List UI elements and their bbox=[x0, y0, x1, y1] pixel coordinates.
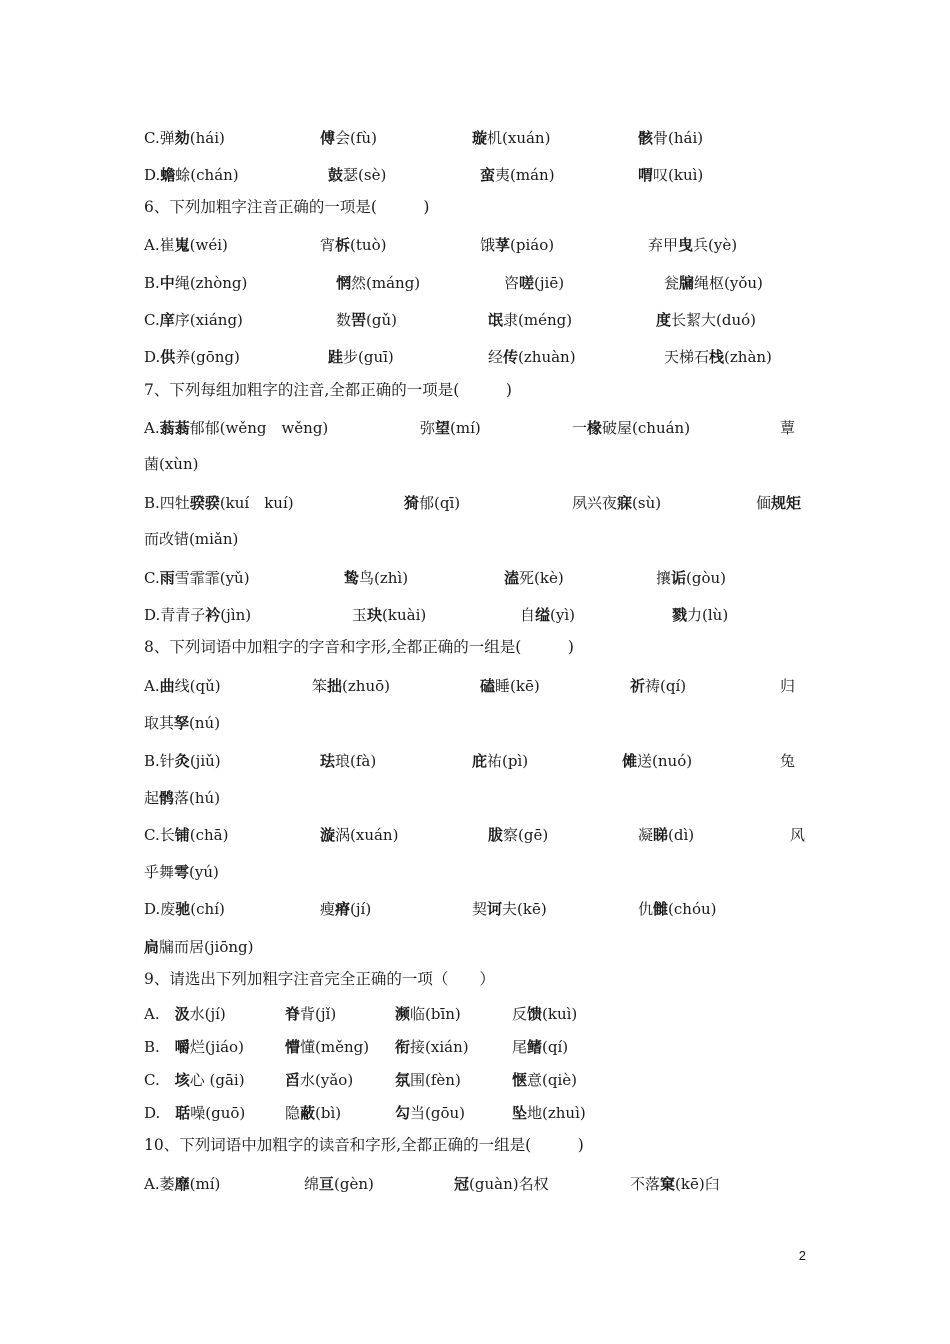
text-run: (nú) bbox=[189, 714, 221, 732]
q9-option-a-item-2 bbox=[285, 1003, 336, 1024]
q5-option-c-item-4 bbox=[638, 127, 703, 148]
text-run: 序(xiáng) bbox=[174, 311, 243, 329]
q7-option-c-item-4 bbox=[656, 567, 726, 588]
q10-option-a-item-2 bbox=[304, 1173, 374, 1194]
text-run: 兵(yè) bbox=[693, 236, 738, 254]
bold-char: 垓 bbox=[174, 1071, 190, 1089]
bold-char: 坠 bbox=[512, 1104, 528, 1122]
q6-option-d-item-2 bbox=[328, 346, 394, 367]
q8-option-d-continued-item-1 bbox=[144, 936, 253, 957]
text-run: (yì) bbox=[550, 606, 576, 624]
text-run: 送(nuó) bbox=[637, 752, 693, 770]
text-run: (kuì) bbox=[542, 1005, 578, 1023]
bold-char: 雠 bbox=[653, 900, 669, 918]
text-run: 蕈 bbox=[780, 419, 796, 437]
q8-option-c-continued-item-1 bbox=[144, 861, 219, 882]
text-run: 临(bīn) bbox=[410, 1005, 461, 1023]
q8-option-a-continued-item-1 bbox=[144, 712, 220, 733]
q6-option-b-item-4 bbox=[664, 272, 763, 293]
q6-option-b-item-2 bbox=[336, 272, 420, 293]
text-run: 养(gōng) bbox=[175, 348, 240, 366]
text-run: 瑟(sè) bbox=[343, 166, 387, 184]
text-run: 牖而居(jiōng) bbox=[159, 938, 254, 956]
text-run: 兔 bbox=[780, 752, 796, 770]
question-6-title: 6、下列加粗字注音正确的一项是( ) bbox=[144, 198, 430, 216]
text-run: (jìn) bbox=[220, 606, 252, 624]
q7-option-b-item-4 bbox=[756, 492, 801, 513]
q8-option-b-continued-item-1 bbox=[144, 787, 220, 808]
bold-char: 跬 bbox=[328, 348, 344, 366]
bold-char: 曲 bbox=[159, 677, 175, 695]
q7-option-a-item-4 bbox=[780, 417, 795, 438]
text-run: (mí) bbox=[450, 419, 481, 437]
text-run: 鸟(zhì) bbox=[359, 569, 409, 587]
text-run: (gèn) bbox=[334, 1175, 374, 1193]
bold-char: 蟾 bbox=[160, 166, 176, 184]
text-run: C.弹 bbox=[144, 129, 175, 147]
text-run: 隶(méng) bbox=[503, 311, 573, 329]
q8-option-b-item-4 bbox=[622, 750, 692, 771]
text-run: 接(xián) bbox=[410, 1038, 469, 1056]
text-run: 瓮 bbox=[664, 274, 680, 292]
text-run: 水(jí) bbox=[189, 1005, 226, 1023]
text-run: B.针 bbox=[144, 752, 175, 770]
q7-option-d-item-3 bbox=[520, 604, 575, 625]
bold-char: 椽 bbox=[587, 419, 603, 437]
q8-option-c-item-5 bbox=[790, 824, 805, 845]
text-run: 蜍(chán) bbox=[175, 166, 239, 184]
q9-option-a-item-1 bbox=[144, 1003, 226, 1024]
bold-char: 玦 bbox=[367, 606, 383, 624]
q6-option-d-item-3 bbox=[488, 346, 576, 367]
bold-char: 馈 bbox=[527, 1005, 543, 1023]
bold-char: 望 bbox=[435, 419, 451, 437]
text-run: 宵 bbox=[320, 236, 336, 254]
page-number: 2 bbox=[798, 1248, 806, 1263]
text-run: 死(kè) bbox=[519, 569, 564, 587]
q6-option-b-item-1 bbox=[144, 272, 247, 293]
text-run: 归 bbox=[780, 677, 796, 695]
text-run: (kuài) bbox=[382, 606, 427, 624]
text-run: 绳(zhòng) bbox=[174, 274, 248, 292]
q6-option-c-item-3 bbox=[488, 309, 572, 330]
text-run: 会(fù) bbox=[335, 129, 377, 147]
q10-option-a-item-3 bbox=[454, 1173, 549, 1194]
bold-char: 灸 bbox=[174, 752, 190, 770]
q9-option-c-item-2 bbox=[285, 1069, 353, 1090]
bold-char: 庇 bbox=[472, 752, 488, 770]
text-run: 然(máng) bbox=[351, 274, 421, 292]
q8-option-d-item-2 bbox=[320, 898, 371, 919]
text-run: 经 bbox=[488, 348, 504, 366]
q9-option-d-item-4 bbox=[512, 1102, 586, 1123]
text-run: 不落 bbox=[630, 1175, 661, 1193]
text-run: 落(hú) bbox=[174, 789, 221, 807]
text-run: 笨 bbox=[312, 677, 328, 695]
text-run: 夙兴夜 bbox=[572, 494, 618, 512]
text-run: 祐(pì) bbox=[487, 752, 529, 770]
q6-option-a-item-1 bbox=[144, 234, 228, 255]
bold-char: 蓊蓊 bbox=[159, 419, 190, 437]
bold-char: 栈 bbox=[709, 348, 725, 366]
bold-char: 嚼 bbox=[174, 1038, 190, 1056]
text-run: 懂(měng) bbox=[300, 1038, 370, 1056]
bold-char: 濒 bbox=[395, 1005, 411, 1023]
q5-option-c-item-1 bbox=[144, 127, 225, 148]
bold-char: 驰 bbox=[175, 900, 191, 918]
text-run: 当(gōu) bbox=[410, 1104, 466, 1122]
q6-option-b-item-3 bbox=[504, 272, 564, 293]
q6-option-c-item-2 bbox=[336, 309, 397, 330]
text-run: D.废 bbox=[144, 900, 176, 918]
text-run: (guàn)名权 bbox=[469, 1175, 549, 1193]
bold-char: 漩 bbox=[320, 826, 336, 844]
bold-char: 傅 bbox=[320, 129, 336, 147]
q9-option-b-item-1 bbox=[144, 1036, 244, 1057]
text-run: 雪霏霏(yǔ) bbox=[174, 569, 250, 587]
q8-option-a-item-1 bbox=[144, 675, 221, 696]
q9-option-d-item-1 bbox=[144, 1102, 245, 1123]
q8-option-a-item-5 bbox=[780, 675, 795, 696]
q7-option-c-item-3 bbox=[504, 567, 564, 588]
bold-char: 祈 bbox=[630, 677, 646, 695]
question-8-title: 8、下列词语中加粗字的字音和字形,全都正确的一组是( ) bbox=[144, 638, 574, 656]
bold-char: 氓 bbox=[488, 311, 504, 329]
bold-char: 供 bbox=[160, 348, 176, 366]
bold-char: 骙骙 bbox=[189, 494, 220, 512]
text-run: 取其 bbox=[144, 714, 175, 732]
bold-char: 嗟 bbox=[519, 274, 535, 292]
text-run: (gòu) bbox=[686, 569, 727, 587]
bold-char: 扃 bbox=[144, 938, 160, 956]
q7-option-c-item-1 bbox=[144, 567, 250, 588]
q8-option-b-item-1 bbox=[144, 750, 221, 771]
q8-option-d-item-4 bbox=[638, 898, 717, 919]
text-run: 夷(mán) bbox=[495, 166, 555, 184]
text-run: 玉 bbox=[352, 606, 368, 624]
q8-option-c-item-3 bbox=[488, 824, 548, 845]
question-10-title: 10、下列词语中加粗字的读音和字形,全都正确的一组是( ) bbox=[144, 1136, 584, 1154]
text-run: (chí) bbox=[190, 900, 225, 918]
text-run: 天梯石 bbox=[664, 348, 710, 366]
bold-char: 惘 bbox=[336, 274, 352, 292]
text-run: 偭 bbox=[756, 494, 772, 512]
text-run: (yú) bbox=[189, 863, 219, 881]
text-run: 数 bbox=[336, 311, 352, 329]
text-run: 自 bbox=[520, 606, 536, 624]
bold-char: 牖 bbox=[679, 274, 695, 292]
bold-char: 睇 bbox=[653, 826, 669, 844]
text-run: 祷(qí) bbox=[645, 677, 687, 695]
q10-option-a-item-1 bbox=[144, 1173, 220, 1194]
bold-char: 拙 bbox=[327, 677, 343, 695]
q6-option-c-item-4 bbox=[656, 309, 756, 330]
q5-option-d-item-1 bbox=[144, 164, 239, 185]
text-run: 隐 bbox=[285, 1104, 301, 1122]
bold-char: 雨 bbox=[159, 569, 175, 587]
q7-option-b-continued: 而改错(miǎn) bbox=[144, 530, 239, 548]
text-run: C. bbox=[144, 311, 160, 329]
text-run: 绳枢(yǒu) bbox=[694, 274, 763, 292]
text-run: 线(qǔ) bbox=[174, 677, 221, 695]
q7-option-d-item-1 bbox=[144, 604, 251, 625]
bold-char: 鼓 bbox=[328, 166, 344, 184]
text-run: 心 (gāi) bbox=[189, 1071, 245, 1089]
bold-char: 靡 bbox=[174, 1175, 190, 1193]
text-run: 尾 bbox=[512, 1038, 528, 1056]
bold-char: 氛 bbox=[395, 1071, 411, 1089]
q6-option-a-item-3 bbox=[480, 234, 554, 255]
q6-option-c-item-1 bbox=[144, 309, 243, 330]
text-run: (chóu) bbox=[668, 900, 717, 918]
bold-char: 铺 bbox=[174, 826, 190, 844]
q9-option-c-item-4 bbox=[512, 1069, 577, 1090]
text-run: (tuò) bbox=[350, 236, 387, 254]
q7-option-a-item-1 bbox=[144, 417, 328, 438]
bold-char: 度 bbox=[656, 311, 672, 329]
q8-option-c-item-2 bbox=[320, 824, 398, 845]
bold-char: 庠 bbox=[159, 311, 175, 329]
bold-char: 鹘 bbox=[159, 789, 175, 807]
text-run: 绵 bbox=[304, 1175, 320, 1193]
q9-option-b-item-3 bbox=[395, 1036, 469, 1057]
text-run: (piáo) bbox=[510, 236, 555, 254]
bold-char: 衔 bbox=[395, 1038, 411, 1056]
text-run: 风 bbox=[790, 826, 806, 844]
q6-option-d-item-1 bbox=[144, 346, 240, 367]
text-run: 睡(kē) bbox=[495, 677, 540, 695]
bold-char: 规矩 bbox=[771, 494, 802, 512]
bold-char: 脊 bbox=[285, 1005, 301, 1023]
text-run: 郁(qī) bbox=[419, 494, 461, 512]
text-run: 琅(fà) bbox=[335, 752, 377, 770]
text-run: C. bbox=[144, 569, 160, 587]
q8-option-b-item-3 bbox=[472, 750, 528, 771]
text-run: (zhuàn) bbox=[518, 348, 576, 366]
q5-option-c-item-2 bbox=[320, 127, 377, 148]
text-run: (hái) bbox=[189, 129, 225, 147]
bold-char: 孥 bbox=[174, 714, 190, 732]
bold-char: 傩 bbox=[622, 752, 638, 770]
text-run: 叹(kuì) bbox=[653, 166, 704, 184]
text-run: (dì) bbox=[668, 826, 695, 844]
bold-char: 诟 bbox=[671, 569, 687, 587]
text-run: 起 bbox=[144, 789, 160, 807]
bold-char: 寐 bbox=[617, 494, 633, 512]
q7-option-b-item-1 bbox=[144, 492, 294, 513]
text-run: 机(xuán) bbox=[487, 129, 551, 147]
question-9-title: 9、请选出下列加粗字注音完全正确的一项（ ） bbox=[144, 970, 495, 988]
bold-char: 缢 bbox=[535, 606, 551, 624]
text-run: (kuí kuí) bbox=[219, 494, 294, 512]
bold-char: 戮 bbox=[672, 606, 688, 624]
bold-char: 喟 bbox=[638, 166, 654, 184]
bold-char: 勾 bbox=[395, 1104, 411, 1122]
text-run: A.崔 bbox=[144, 236, 175, 254]
bold-char: 劾 bbox=[174, 129, 190, 147]
q7-option-c-item-2 bbox=[344, 567, 408, 588]
bold-char: 雩 bbox=[174, 863, 190, 881]
text-run: D. bbox=[144, 166, 161, 184]
q8-option-d-item-3 bbox=[472, 898, 547, 919]
text-run: 凝 bbox=[638, 826, 654, 844]
text-run: (gǔ) bbox=[366, 311, 397, 329]
bold-char: 柝 bbox=[335, 236, 351, 254]
text-run: 察(gē) bbox=[503, 826, 549, 844]
text-run: 咨 bbox=[504, 274, 520, 292]
bold-char: 鸷 bbox=[344, 569, 360, 587]
text-run: (chā) bbox=[189, 826, 229, 844]
text-run: 弃甲 bbox=[648, 236, 679, 254]
q9-option-c-item-1 bbox=[144, 1069, 245, 1090]
q7-option-b-item-2 bbox=[404, 492, 460, 513]
bold-char: 懵 bbox=[285, 1038, 301, 1056]
q6-option-a-item-4 bbox=[648, 234, 737, 255]
text-run: 背(jǐ) bbox=[300, 1005, 337, 1023]
bold-char: 胈 bbox=[488, 826, 504, 844]
bold-char: 舀 bbox=[285, 1071, 301, 1089]
text-run: 长絜大(duó) bbox=[671, 311, 757, 329]
q8-option-c-item-1 bbox=[144, 824, 228, 845]
text-run: 涡(xuán) bbox=[335, 826, 399, 844]
text-run: B.四牡 bbox=[144, 494, 190, 512]
text-run: 破屋(chuán) bbox=[602, 419, 691, 437]
bold-char: 曳 bbox=[678, 236, 694, 254]
bold-char: 瘠 bbox=[335, 900, 351, 918]
text-run: 夫(kē) bbox=[502, 900, 547, 918]
text-run: 契 bbox=[472, 900, 488, 918]
text-run: D. bbox=[144, 1104, 176, 1122]
q7-option-a-item-3 bbox=[572, 417, 690, 438]
text-run: (sù) bbox=[632, 494, 662, 512]
text-run: (bì) bbox=[315, 1104, 342, 1122]
text-run: 围(fèn) bbox=[410, 1071, 461, 1089]
text-run: C. bbox=[144, 1071, 175, 1089]
q8-option-b-item-5 bbox=[780, 750, 795, 771]
question-7-title: 7、下列每组加粗字的注音,全都正确的一项是( ) bbox=[144, 381, 512, 399]
bold-char: 鳍 bbox=[527, 1038, 543, 1056]
text-run: B. bbox=[144, 1038, 175, 1056]
text-run: 郁郁(wěng wěng) bbox=[189, 419, 329, 437]
text-run: (zhuō) bbox=[342, 677, 390, 695]
text-run: A. bbox=[144, 419, 160, 437]
bold-char: 罟 bbox=[351, 311, 367, 329]
text-run: (zhàn) bbox=[724, 348, 772, 366]
text-run: 噪(guō) bbox=[190, 1104, 246, 1122]
q9-option-b-item-4 bbox=[512, 1036, 568, 1057]
bold-char: 蛮 bbox=[480, 166, 496, 184]
bold-char: 珐 bbox=[320, 752, 336, 770]
q9-option-d-item-2 bbox=[285, 1102, 341, 1123]
q7-option-a-continued: 菌(xùn) bbox=[144, 455, 199, 473]
text-run: 步(guī) bbox=[343, 348, 394, 366]
bold-char: 蔽 bbox=[300, 1104, 316, 1122]
text-run: B. bbox=[144, 274, 160, 292]
text-run: (jiē) bbox=[534, 274, 565, 292]
bold-char: 骸 bbox=[638, 129, 654, 147]
text-run: 饿 bbox=[480, 236, 496, 254]
bold-char: 传 bbox=[503, 348, 519, 366]
q9-option-a-item-3 bbox=[395, 1003, 461, 1024]
text-run: A.萎 bbox=[144, 1175, 175, 1193]
text-run: 力(lù) bbox=[687, 606, 729, 624]
text-run: (qí) bbox=[542, 1038, 569, 1056]
q9-option-d-item-3 bbox=[395, 1102, 465, 1123]
q5-option-c-item-3 bbox=[472, 127, 550, 148]
bold-char: 磕 bbox=[480, 677, 496, 695]
bold-char: 猗 bbox=[404, 494, 420, 512]
bold-char: 惬 bbox=[512, 1071, 528, 1089]
q8-option-d-item-1 bbox=[144, 898, 225, 919]
bold-char: 汲 bbox=[174, 1005, 190, 1023]
text-run: 仇 bbox=[638, 900, 654, 918]
text-run: 乎舞 bbox=[144, 863, 175, 881]
text-run: 弥 bbox=[420, 419, 436, 437]
q5-option-d-item-2 bbox=[328, 164, 386, 185]
q6-option-d-item-4 bbox=[664, 346, 772, 367]
text-run: (jí) bbox=[350, 900, 372, 918]
q9-option-c-item-3 bbox=[395, 1069, 461, 1090]
q7-option-d-item-2 bbox=[352, 604, 426, 625]
q8-option-c-item-4 bbox=[638, 824, 694, 845]
text-run: 意(qiè) bbox=[527, 1071, 577, 1089]
text-run: 瘦 bbox=[320, 900, 336, 918]
text-run: A. bbox=[144, 677, 160, 695]
text-run: 骨(hái) bbox=[653, 129, 704, 147]
q5-option-d-item-3 bbox=[480, 164, 555, 185]
text-run: 地(zhuì) bbox=[527, 1104, 586, 1122]
text-run: C.长 bbox=[144, 826, 175, 844]
text-run: D.青青子 bbox=[144, 606, 206, 624]
q9-option-b-item-2 bbox=[285, 1036, 369, 1057]
q8-option-a-item-2 bbox=[312, 675, 390, 696]
q7-option-a-item-2 bbox=[420, 417, 481, 438]
bold-char: 冠 bbox=[454, 1175, 470, 1193]
bold-char: 嵬 bbox=[174, 236, 190, 254]
q10-option-a-item-4 bbox=[630, 1173, 720, 1194]
text-run: (kē)臼 bbox=[675, 1175, 720, 1193]
bold-char: 窠 bbox=[660, 1175, 676, 1193]
bold-char: 亘 bbox=[319, 1175, 335, 1193]
bold-char: 溘 bbox=[504, 569, 520, 587]
bold-char: 聒 bbox=[175, 1104, 191, 1122]
q9-option-a-item-4 bbox=[512, 1003, 577, 1024]
q8-option-a-item-3 bbox=[480, 675, 540, 696]
text-run: 攘 bbox=[656, 569, 672, 587]
q7-option-d-item-4 bbox=[672, 604, 728, 625]
text-run: (mí) bbox=[189, 1175, 221, 1193]
text-run: 水(yǎo) bbox=[300, 1071, 354, 1089]
bold-char: 中 bbox=[159, 274, 175, 292]
q5-option-d-item-4 bbox=[638, 164, 703, 185]
text-run: (wéi) bbox=[189, 236, 228, 254]
q6-option-a-item-2 bbox=[320, 234, 386, 255]
text-run: A. bbox=[144, 1005, 175, 1023]
text-run: 反 bbox=[512, 1005, 528, 1023]
bold-char: 衿 bbox=[205, 606, 221, 624]
text-run: (jiǔ) bbox=[189, 752, 221, 770]
text-run: 烂(jiáo) bbox=[189, 1038, 244, 1056]
text-run: D. bbox=[144, 348, 161, 366]
text-run: 一 bbox=[572, 419, 588, 437]
q7-option-b-item-3 bbox=[572, 492, 661, 513]
q8-option-a-item-4 bbox=[630, 675, 686, 696]
bold-char: 诃 bbox=[487, 900, 503, 918]
bold-char: 莩 bbox=[495, 236, 511, 254]
q8-option-b-item-2 bbox=[320, 750, 376, 771]
bold-char: 璇 bbox=[472, 129, 488, 147]
